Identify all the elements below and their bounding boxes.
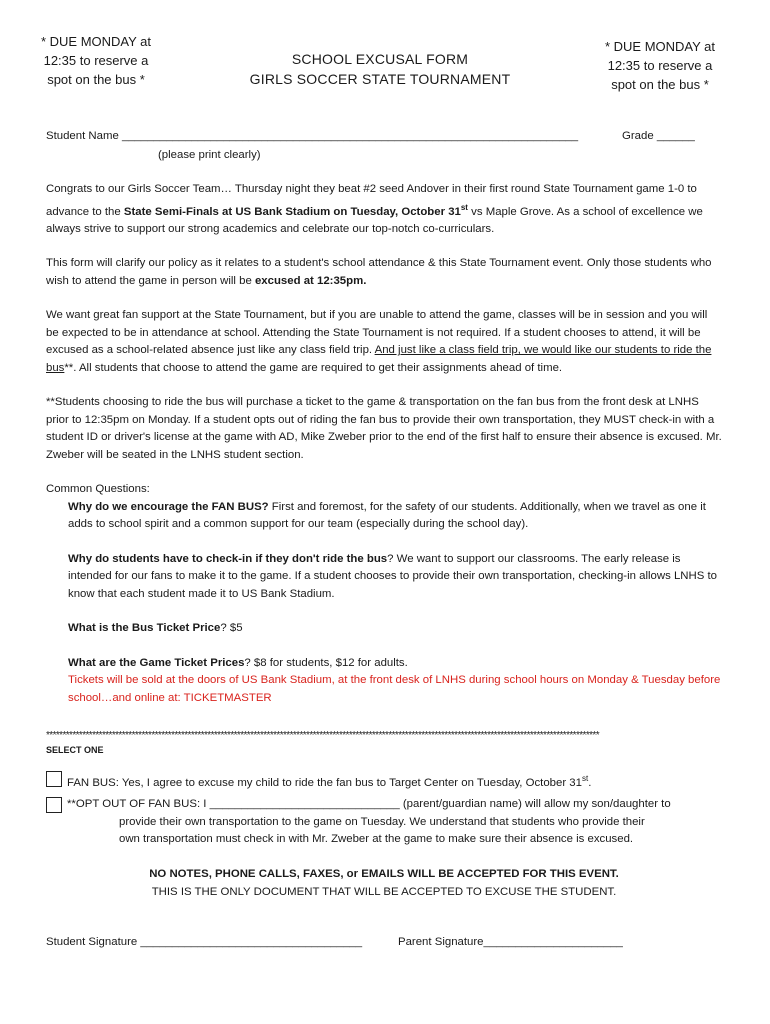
title-line-2: GIRLS SOCCER STATE TOURNAMENT [249,71,511,87]
student-name-label: Student Name ________________________________________________________________________ [46,130,579,142]
form-title [230,49,530,89]
opt-out-option-line: provide their own transportation to the game on Tuesday. We understand that students who provide their [119,816,645,828]
paragraph-congrats: Congrats to our Girls Soccer Team… Thursday night they beat #2 seed Andover in their first round State Tournament game 1-0 to advance to the State Semi-Finals at US Bank Stadium on Tuesday, October 31st vs Maple Grove. As a school of excellence we always strive to support our strong academics and celebrate our top-notch co-curriculars. [46,183,703,235]
due-note-line: 12:35 to reserve a [607,58,713,73]
select-one-label: SELECT ONE [46,745,104,755]
separator: ************************************************************************************************************************************************************************ [46,731,599,741]
faq-item: Why do students have to check-in if they don't ride the bus? We want to support our classrooms. The early release is intended for our fans to make it to the game. If a student chooses to provide their own transportation, checking-in allows LNHS to know that each student made it to US Bank Stadium. [68,552,717,600]
opt-out-checkbox[interactable] [46,797,62,813]
fan-bus-checkbox[interactable] [46,771,62,787]
parent-signature-field[interactable]: Parent Signature______________________ [398,936,623,948]
due-note-line: * DUE MONDAY at [40,34,152,49]
fan-bus-option: FAN BUS: Yes, I agree to excuse my child to ride the fan bus to Target Center on Tuesday, October 31st. [67,774,592,789]
notice-normal: THIS IS THE ONLY DOCUMENT THAT WILL BE ACCEPTED TO EXCUSE THE STUDENT. [151,886,617,898]
grade-label: Grade ______ [622,130,695,142]
opt-out-option-line: own transportation must check in with Mr. Zweber at the game to make sure their absence is excused. [119,833,634,845]
due-note-left [26,32,166,89]
student-name-field[interactable] [46,128,578,146]
grade-field[interactable] [622,128,695,146]
student-signature-field[interactable]: Student Signature ___________________________________ [46,936,363,948]
title-line-1: SCHOOL EXCUSAL FORM [291,51,469,67]
paragraph-bus-tickets: **Students choosing to ride the bus will purchase a ticket to the game & transportation on the fan bus from the front desk at LNHS prior to 12:35pm on Monday. If a student opts out of riding the fan bus to provide their own transportation, they MUST check-in with a student ID or driver's license at the game with AD, Mike Zweber prior to the end of the first half to ensure their absence is excused. Mr. Zweber will be seated in the LNHS student section. [46,396,722,461]
due-note-right [590,37,730,94]
opt-out-option: **OPT OUT OF FAN BUS: I ______________________________ (parent/guardian name) will allow my son/daughter to [67,798,671,810]
faq-item: What is the Bus Ticket Price? $5 [68,622,243,635]
due-note-line: * DUE MONDAY at [604,39,716,54]
faq-item: Why do we encourage the FAN BUS? First and foremost, for the safety of our students. Additionally, when we travel as one it adds to school spirit and a common support for our team (especially during the school day). [68,500,706,531]
due-note-line: spot on the bus * [47,72,145,87]
print-hint: (please print clearly) [158,149,261,161]
due-note-line: spot on the bus * [611,77,709,92]
due-note-line: 12:35 to reserve a [43,53,149,68]
ticket-sales-note: Tickets will be sold at the doors of US Bank Stadium, at the front desk of LNHS during school hours on Monday & Tuesday before school…and online at: TICKETMASTER [68,674,721,704]
paragraph-policy: This form will clarify our policy as it relates to a student's school attendance & this State Tournament event. Only those students who wish to attend the game in person will be excused at 12:35pm. [46,257,712,287]
notice-bold: NO NOTES, PHONE CALLS, FAXES, or EMAILS WILL BE ACCEPTED FOR THIS EVENT. [149,868,619,880]
paragraph-fan-support: We want great fan support at the State Tournament, but if you are unable to attend the game, classes will be in session and you will be expected to be in attendance at school. Attending the State Tournament is not required. If a student chooses to attend, it will be excused as a school-related absence just like any class field trip. And just like a class field trip, we would like our students to ride the bus**. All students that choose to attend the game are required to get their assignments ahead of time. [46,309,712,374]
faq-heading: Common Questions: [46,483,150,496]
faq-item: What are the Game Ticket Prices? $8 for students, $12 for adults. [68,656,408,669]
body-text [46,181,722,707]
